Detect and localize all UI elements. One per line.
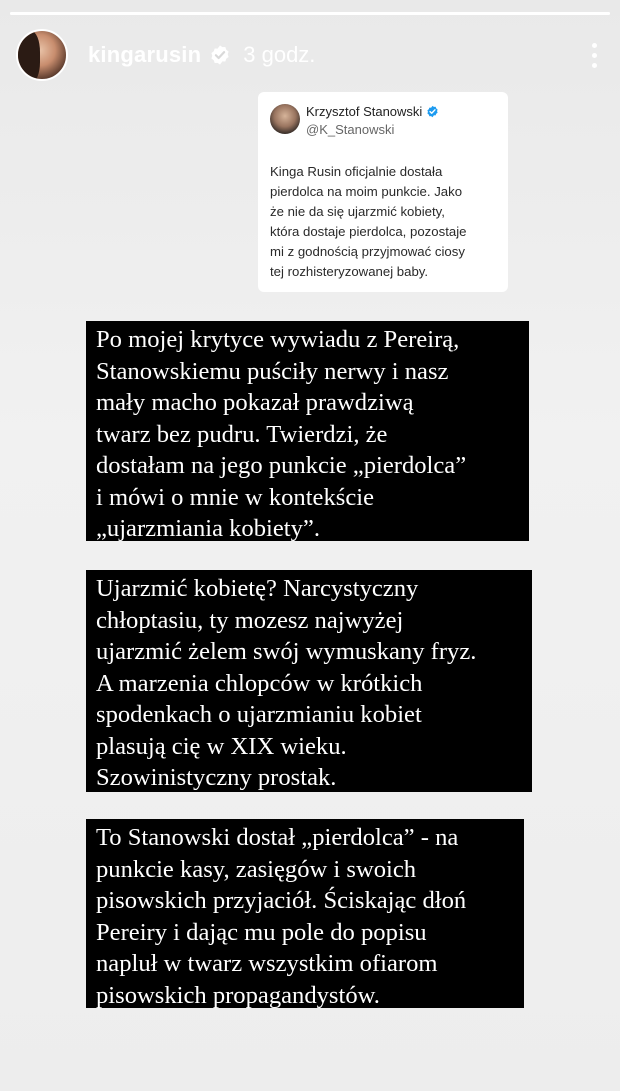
text-line: Pereiry i dając mu pole do popisu — [96, 918, 427, 946]
tweet-line: pierdolca na moim punkcie. Jako — [270, 184, 463, 199]
text-line: To Stanowski dostał „pierdolca” - na — [96, 824, 459, 851]
story-text-block-1 — [86, 321, 529, 541]
tweet-line: że nie da się ujarzmić kobiety, — [270, 204, 445, 219]
story-text-block-2 — [86, 570, 532, 792]
tweet-author-name: Krzysztof Stanowski — [306, 104, 423, 119]
text-line: napluł w twarz wszystkim ofiarom — [96, 950, 438, 977]
text-line: twarz bez pudru. Twierdzi, że — [96, 420, 388, 448]
verified-badge-icon — [209, 44, 231, 66]
tweet-author-handle: @K_Stanowski — [306, 122, 395, 137]
tweet-line: mi z godnością przyjmować ciosy — [270, 244, 465, 259]
text-line: ujarzmić żelem swój wymuskany fryz. — [96, 638, 477, 665]
text-line: Po mojej krytyce wywiadu z Pereirą, — [96, 326, 460, 353]
text-line: pisowskich przyjaciół. Ściskając dłoń — [96, 887, 467, 914]
tweet-line: Kinga Rusin oficjalnie dostała — [270, 164, 443, 179]
text-line: mały macho pokazał prawdziwą — [96, 389, 414, 416]
text-line: plasują cię w XIX wieku. — [96, 732, 347, 760]
text-line: Ujarzmić kobietę? Narcystyczny — [96, 575, 419, 602]
tweet-line: która dostaje pierdolca, pozostaje — [270, 224, 467, 239]
text-line: pisowskich propagandystów. — [96, 981, 380, 1009]
text-line: „ujarzmiania kobiety”. — [96, 515, 320, 542]
text-line: punkcie kasy, zasięgów i swoich — [96, 855, 417, 883]
more-vertical-icon[interactable] — [584, 35, 604, 75]
tweet-author-name-row — [306, 104, 439, 119]
text-line: Szowinistyczny prostak. — [96, 764, 337, 791]
profile-avatar[interactable] — [16, 29, 68, 81]
text-line: spodenkach o ujarzmianiu kobiet — [96, 701, 422, 728]
tweet-verified-icon — [426, 105, 439, 118]
tweet-author-avatar — [270, 104, 300, 134]
tweet-text — [270, 162, 504, 282]
tweet-line: tej rozhisteryzowanej baby. — [270, 264, 429, 279]
text-line: chłoptasiu, ty mozesz najwyżej — [96, 606, 404, 634]
story-header — [16, 28, 604, 82]
story-progress-fill — [10, 12, 610, 15]
story-progress-bar — [10, 12, 610, 15]
username[interactable]: kingarusin — [88, 42, 202, 67]
tweet-card — [258, 92, 508, 292]
text-line: Stanowskiemu puściły nerwy i nasz — [96, 357, 449, 385]
post-time: 3 godz. — [243, 42, 316, 67]
text-line: i mówi o mnie w kontekście — [96, 483, 375, 511]
story-text-block-3 — [86, 819, 524, 1008]
text-line: A marzenia chlopców w krótkich — [96, 669, 423, 697]
text-line: dostałam na jego punkcie „pierdolca” — [96, 452, 467, 479]
